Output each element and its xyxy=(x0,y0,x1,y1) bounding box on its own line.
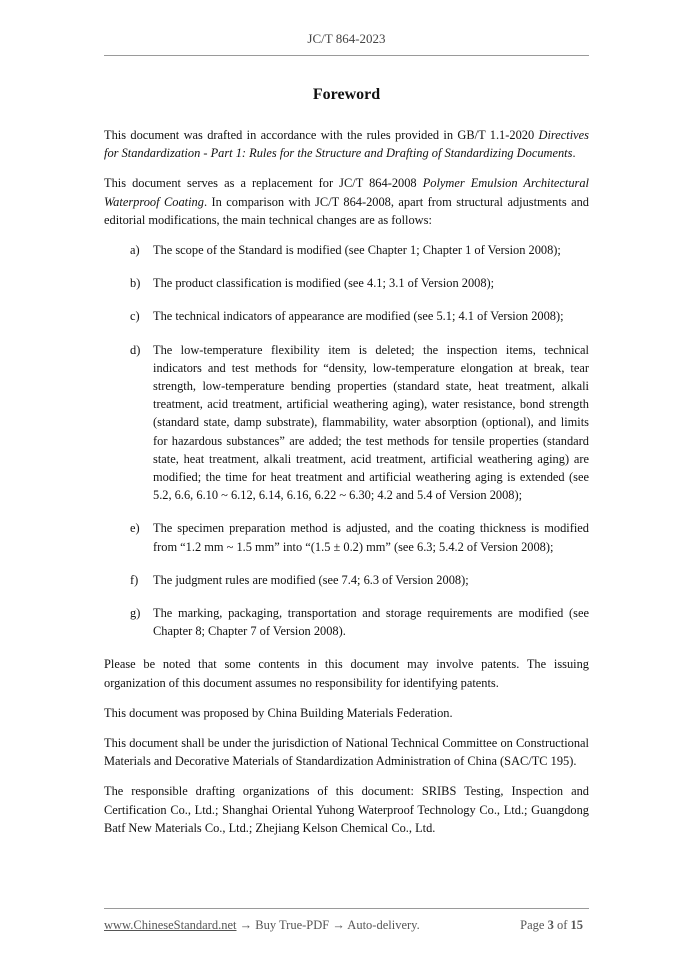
paragraph-proposer: This document was proposed by China Building Materials Federation. xyxy=(104,705,453,720)
page-footer xyxy=(104,918,589,933)
total-page-count: 15 xyxy=(570,918,583,932)
list-item xyxy=(104,307,589,325)
list-item-text: The scope of the Standard is modified (see Chapter 1; Chapter 1 of Version 2008); xyxy=(153,243,561,258)
list-item-text: The judgment rules are modified (see 7.4; 6.3 of Version 2008); xyxy=(153,572,469,587)
footer-divider xyxy=(104,908,589,909)
list-item xyxy=(104,519,589,555)
paragraph-drafting-rules xyxy=(104,126,589,162)
cited-document-title: Directives for Standardization - Part 1: Rules for the Structure and Drafting of Standardizing Documents xyxy=(104,128,589,161)
list-item xyxy=(104,604,589,640)
footer-promo-text: → Buy True-PDF → Auto-delivery. xyxy=(236,918,420,932)
list-marker: d) xyxy=(130,342,141,357)
list-marker: a) xyxy=(130,243,140,258)
list-marker: e) xyxy=(130,521,140,536)
technical-changes-list xyxy=(104,241,589,640)
list-item-text: The specimen preparation method is adjusted, and the coating thickness is modified from “1.2 mm ~ 1.5 mm” into “(1.5 ± 0.2) mm” (see 6.3; 5.4.2 of Version 2008); xyxy=(153,521,589,554)
paragraph-text: This document was drafted in accordance with the rules provided in GB/T 1.1-2020 xyxy=(104,128,539,142)
document-body xyxy=(104,126,589,849)
list-marker: b) xyxy=(130,276,141,291)
page-number-indicator xyxy=(520,918,583,933)
cited-document-title: Polymer Emulsion Architectural Waterproof Coating xyxy=(104,176,590,209)
list-item-text: The low-temperature flexibility item is deleted; the inspection items, technical indicators and test methods for “density, low-temperature elongation at break, tear strength, low-temperature bending properties (standard state, heat treatment, alkali treatment, acid treatment, artificial weathering aging), water resistance, bond strength (standard state, damp substrate), flammability, water absorption (optional), and limits for hazardous substances” are added; the test methods for tensile properties (standard state, heat treatment, alkali treatment, acid treatment, artificial weathering aging) are modified; the time for heat treatment and artificial weathering aging is extended (see 5.2, 6.6, 6.10 ~ 6.12, 6.14, 6.16, 6.22 ~ 6.30; 4.2 and 5.4 of Version 2008); xyxy=(153,342,589,503)
list-item xyxy=(104,241,589,259)
page-label: Page xyxy=(520,918,548,932)
list-item-text: The technical indicators of appearance are modified (see 5.1; 4.1 of Version 2008); xyxy=(153,309,564,324)
paragraph-text: . In comparison with JC/T 864-2008, apart from structural adjustments and editorial modifications, the main technical changes are as follows: xyxy=(104,194,589,227)
list-item xyxy=(104,571,589,589)
page-title: Foreword xyxy=(312,86,381,103)
paragraph-replacement xyxy=(104,174,589,229)
list-item xyxy=(104,274,589,292)
header-divider xyxy=(104,55,589,56)
paragraph-drafting-organizations: The responsible drafting organizations of this document: SRIBS Testing, Inspection and Certification Co., Ltd.; Shanghai Oriental Yuhong Waterproof Technology Co., Ltd.; Guangdong Batf New Materials Co., Ltd.; Zhejiang Kelson Chemical Co., Ltd. xyxy=(104,784,589,835)
list-item xyxy=(104,341,589,505)
list-marker: g) xyxy=(130,606,141,621)
list-item-text: The product classification is modified (see 4.1; 3.1 of Version 2008); xyxy=(153,276,495,291)
paragraph-text: This document serves as a replacement for JC/T 864-2008 xyxy=(104,176,423,191)
list-item-text: The marking, packaging, transportation and storage requirements are modified (see Chapter 8; Chapter 7 of Version 2008). xyxy=(153,606,589,639)
paragraph-text: . xyxy=(572,146,576,161)
standard-code-header: JC/T 864-2023 xyxy=(307,31,386,46)
paragraph-jurisdiction: This document shall be under the jurisdiction of National Technical Committee on Constructional Materials and Decorative Materials of Standardization Administration of China (SAC/TC 195). xyxy=(104,736,589,769)
of-label: of xyxy=(553,918,571,932)
list-marker: f) xyxy=(130,572,139,587)
current-page-number: 3 xyxy=(547,918,554,932)
list-marker: c) xyxy=(130,309,140,324)
website-link[interactable]: www.ChineseStandard.net xyxy=(104,918,237,932)
paragraph-patents: Please be noted that some contents in this document may involve patents. The issuing organization of this document assumes no responsibility for identifying patents. xyxy=(104,657,589,690)
